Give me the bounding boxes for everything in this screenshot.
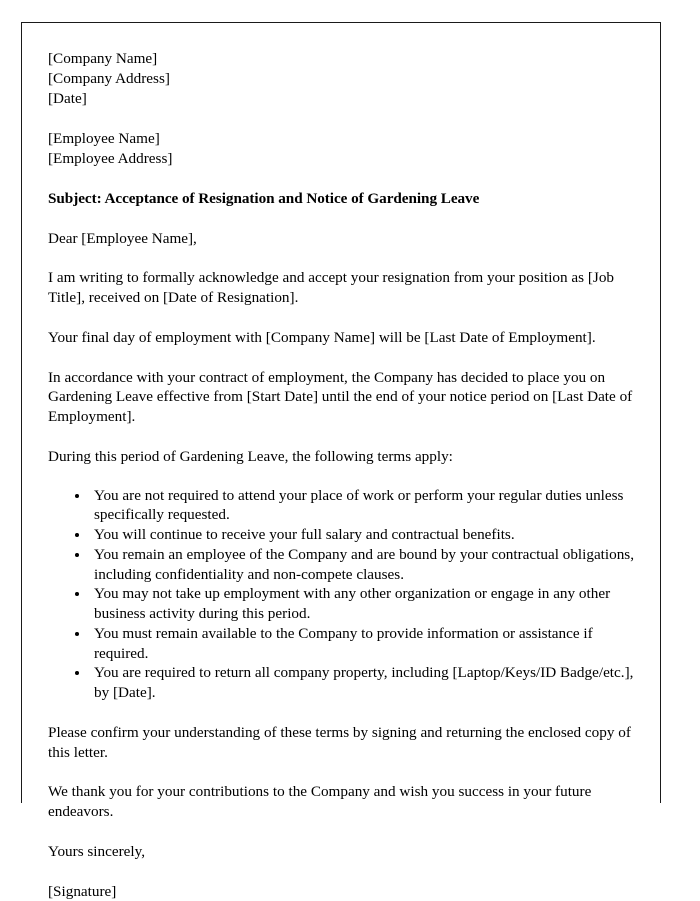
sender-company-name: [Company Name] [48,49,646,69]
spacer [48,762,646,782]
list-item: • You remain an employee of the Company and are bound by your contractual obligations, including confidentiality and non-compete clauses. [90,545,646,585]
spacer [48,822,646,842]
closing-salutation: Yours sincerely, [48,842,646,862]
recipient-address-block [48,129,646,169]
list-item: • You will continue to receive your full salary and contractual benefits. [90,525,646,545]
paragraph-thanks: We thank you for your contributions to the Company and wish you success in your future endeavors. [48,782,646,822]
salutation: Dear [Employee Name], [48,229,646,249]
spacer [48,169,646,189]
document-page [21,22,661,803]
spacer [48,348,646,368]
paragraph-gardening-leave: In accordance with your contract of employment, the Company has decided to place you on Gardening Leave effective from [Start Date] until the end of your notice period on [Last Date of Employment]. [48,368,646,427]
letter-date: [Date] [48,89,646,109]
list-item: • You are not required to attend your place of work or perform your regular duties unless specifically requested. [90,486,646,526]
spacer [48,467,646,486]
paragraph-final-day: Your final day of employment with [Company Name] will be [Last Date of Employment]. [48,328,646,348]
letter-content [48,49,646,901]
recipient-employee-name: [Employee Name] [48,129,646,149]
list-item: • You may not take up employment with any other organization or engage in any other business activity during this period. [90,584,646,624]
paragraph-terms-intro: During this period of Gardening Leave, the following terms apply: [48,447,646,467]
paragraph-confirm-understanding: Please confirm your understanding of these terms by signing and returning the enclosed copy of this letter. [48,723,646,763]
sender-company-address: [Company Address] [48,69,646,89]
spacer [48,862,646,882]
gardening-leave-terms-list [48,486,646,703]
subject-line: Subject: Acceptance of Resignation and Notice of Gardening Leave [48,189,646,209]
spacer [48,248,646,268]
signature-placeholder: [Signature] [48,882,646,901]
list-item: • You are required to return all company property, including [Laptop/Keys/ID Badge/etc.], by [Date]. [90,663,646,703]
sender-address-block [48,49,646,108]
spacer [48,703,646,723]
spacer [48,108,646,129]
paragraph-resignation-acceptance: I am writing to formally acknowledge and accept your resignation from your position as [Job Title], received on [Date of Resignation]. [48,268,646,308]
recipient-employee-address: [Employee Address] [48,149,646,169]
spacer [48,427,646,447]
spacer [48,209,646,229]
list-item: • You must remain available to the Company to provide information or assistance if required. [90,624,646,664]
spacer [48,308,646,328]
